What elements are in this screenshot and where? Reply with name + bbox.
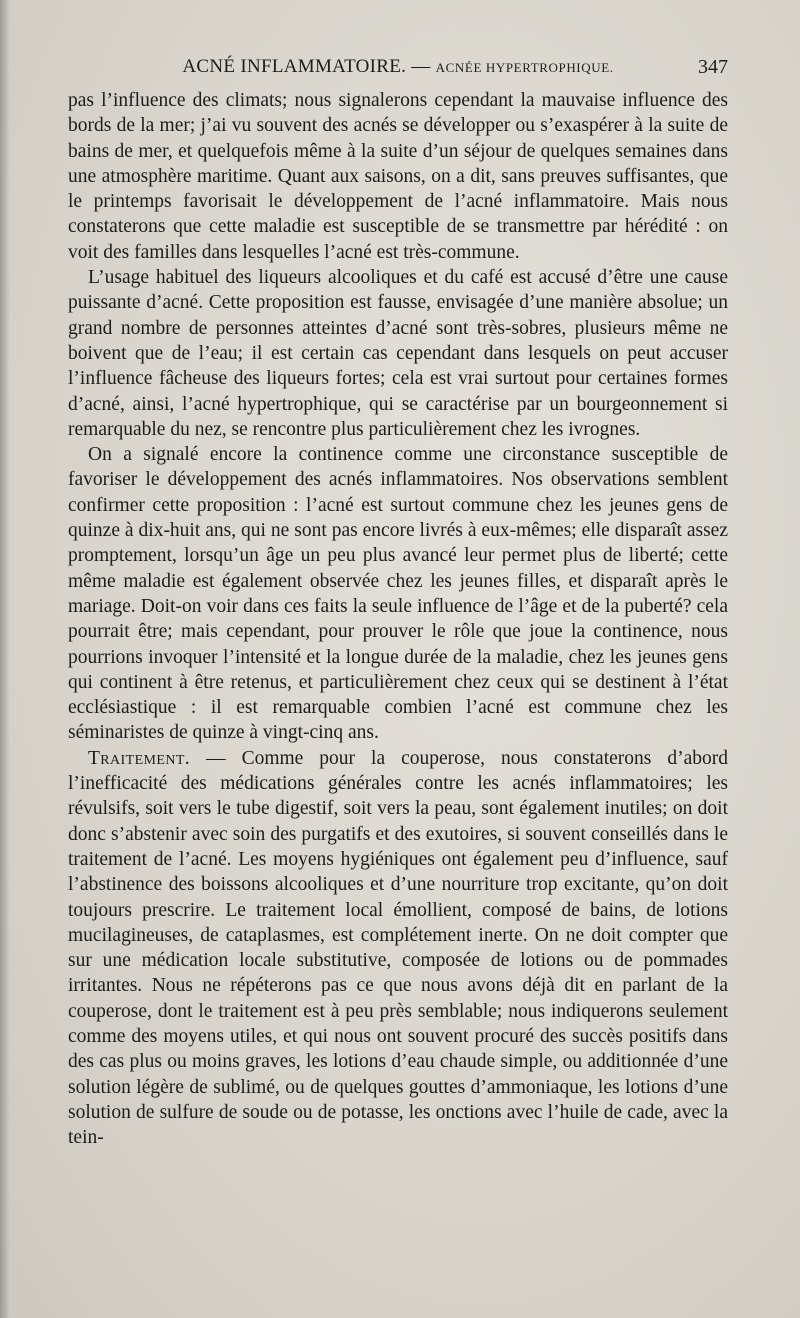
running-head-dash: — bbox=[411, 56, 431, 77]
running-head-subtitle: ACNÉE HYPERTROPHIQUE. bbox=[435, 60, 614, 75]
paragraph-alcohol: L’usage habituel des liqueurs alcooliques et du café est accusé d’être une cause puissante d’acné. Cette proposition est fausse, envisagée d’une manière absolue; un grand nombre de personnes atteintes d’acné sont très-sobres, plusieurs même ne boivent que de l’eau; il est certain cas cependant dans lesquels on peut accuser l’influence fâcheuse des liqueurs fortes; cela est vrai surtout pour certaines formes d’acné, ainsi, l’acné hypertrophique, qui se caractérise par un bourgeonnement si remarquable du nez, se rencontre plus particulièrement chez les ivrognes. bbox=[68, 267, 728, 440]
paragraph-continence: On a signalé encore la continence comme une circonstance susceptible de favoriser le développement des acnés inflammatoires. Nos observations semblent confirmer cette proposition : l’acné est surtout commune chez les jeunes gens de quinze à dix-huit ans, qui ne sont pas encore livrés à eux-mêmes; elle disparaît assez promptement, lorsqu’un âge un peu plus avancé leur permet plus de liberté; cette même maladie est également observée chez les jeunes filles, et disparaît après le mariage. Doit-on voir dans ces faits la seule influence de l’âge et de la puberté? cela pourrait être; mais cependant, pour prouver le rôle que joue la continence, nous pourrions invoquer l’intensité et la longue durée de la maladie, chez les jeunes gens qui continent à être retenus, et particulièrement chez ceux qui se destinent à l’état ecclésiastique : il est remarquable combien l’acné est commune chez les séminaristes de quinze à vingt-cinq ans. bbox=[68, 444, 728, 744]
running-head bbox=[68, 55, 728, 80]
page-header bbox=[68, 55, 728, 85]
running-head-title: ACNÉ INFLAMMATOIRE. bbox=[182, 56, 407, 77]
treatment-heading: Traitement. bbox=[88, 747, 191, 769]
body-text bbox=[68, 88, 728, 1150]
page-number: 347 bbox=[698, 56, 728, 78]
page-gutter-shadow bbox=[0, 0, 10, 1318]
paragraph-climate: pas l’influence des climats; nous signalerons cependant la mauvaise influence des bords de la mer; j’ai vu souvent des acnés se développer ou s’exaspérer à la suite de bains de mer, et quelquefois même à la suite d’un séjour de quelques semaines dans une atmosphère maritime. Quant aux saisons, on a dit, sans preuves suffisantes, que le printemps favorisait le développement de l’acné inflammatoire. Mais nous constaterons que cette maladie est susceptible de se transmettre par hérédité : on voit des familles dans lesquelles l’acné est très-commune. bbox=[68, 90, 728, 263]
paragraph-treatment bbox=[68, 746, 728, 1151]
treatment-dash: — bbox=[206, 747, 226, 769]
treatment-text: Comme pour la couperose, nous constaterons d’abord l’inefficacité des médications générales contre les acnés inflammatoires; les révulsifs, soit vers le tube digestif, soit vers la peau, sont également inutiles; on doit donc s’abstenir avec soin des purgatifs et des exutoires, si souvent conseillés dans le traitement de l’acné. Les moyens hygiéniques ont également peu d’influence, sauf l’abstinence des boissons alcooliques et d’une nourriture trop excitante, qu’on doit toujours prescrire. Le traitement local émollient, composé de bains, de lotions mucilagineuses, de cataplasmes, est complétement inerte. On ne doit compter que sur une médication locale substitutive, composée de lotions ou de pommades irritantes. Nous ne répéterons pas ce que nous avons déjà dit en parlant de la couperose, dont le traitement est à peu près semblable; nous indiquerons seulement comme des moyens utiles, et qui nous ont souvent procuré des succès positifs dans des cas plus ou moins graves, les lotions d’eau chaude simple, ou additionnée d’une solution légère de sublimé, ou de quelques gouttes d’ammoniaque, les lotions d’une solution de sulfure de soude ou de potasse, les onctions avec l’huile de cade, avec la tein- bbox=[68, 747, 728, 1149]
